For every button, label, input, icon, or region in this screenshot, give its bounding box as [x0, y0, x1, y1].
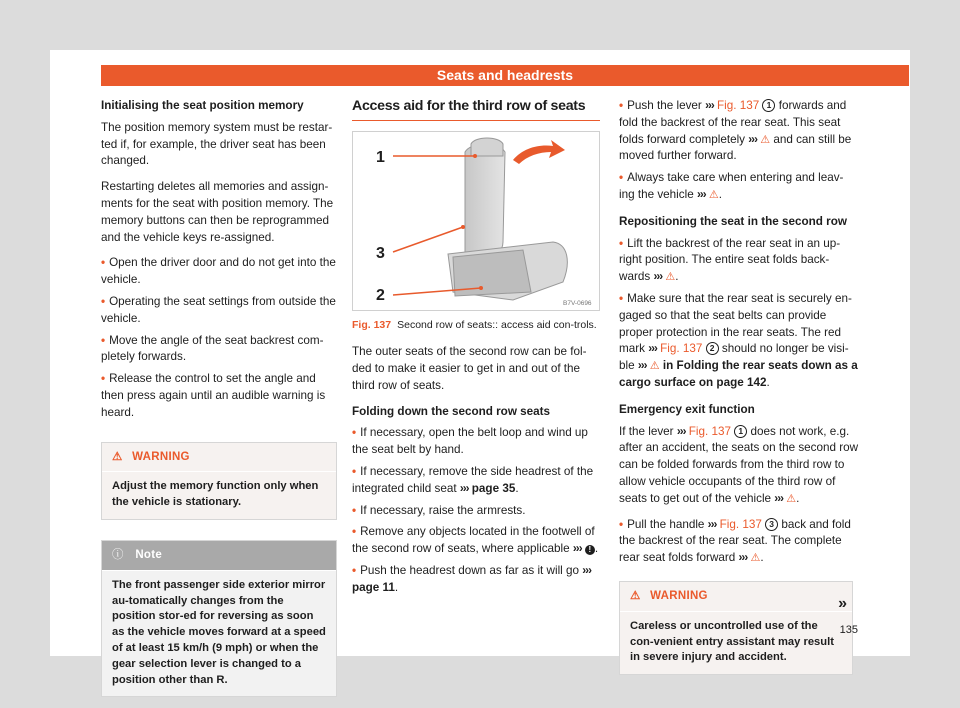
- bullet-icon: •: [101, 333, 106, 347]
- note-text: The front passenger side exterior mirror au-tomatically changes from the position stor-ed for reversing as soon as the vehicle moves forward at a speed of at least 15 km/h (9 mph) or when the gear selection lever is changed to a position other than R.: [112, 578, 326, 686]
- continue-marker: »: [838, 595, 847, 612]
- bullet-item: • Move the angle of the seat backrest com-pletely forwards.: [101, 333, 324, 364]
- column-right: [619, 98, 859, 675]
- figure-link[interactable]: Fig. 137: [660, 342, 703, 356]
- page-header: Seats and headrests: [101, 65, 909, 86]
- page-link[interactable]: page 35: [471, 481, 516, 495]
- page-link[interactable]: page 11: [352, 580, 395, 594]
- bullet-item: • Push the headrest down as far as it will go ››› page 11.: [352, 564, 591, 594]
- figure-link[interactable]: Fig. 137: [717, 99, 760, 112]
- warning-text: Careless or uncontrolled use of the con-venient entry assistant may result in severe injury and accident.: [630, 619, 834, 664]
- bullet-item: • If necessary, raise the armrests.: [352, 503, 526, 517]
- bullet-item: • If necessary, open the belt loop and wind up the seat belt by hand.: [352, 426, 588, 457]
- callout-1: 1: [376, 148, 385, 166]
- figure-caption: Fig. 137 Second row of seats:: access aid con-trols.: [352, 318, 597, 331]
- page-number: 135: [839, 624, 858, 636]
- callout-3: 3: [376, 244, 385, 262]
- warning-icon: ⚠: [786, 492, 797, 505]
- note-header: ⓘ Note: [102, 541, 336, 571]
- warning-header: ⚠ WARNING: [102, 443, 336, 473]
- column-left: [101, 98, 337, 697]
- column-middle: [352, 98, 600, 602]
- warning-box: [619, 581, 853, 675]
- warning-icon: ⚠: [112, 450, 123, 463]
- figure-link[interactable]: Fig. 137: [719, 517, 762, 531]
- bullet-icon: •: [101, 256, 106, 270]
- paragraph: The outer seats of the second row can be fol-ded to make it easier to get in and out of the third row of seats.: [352, 345, 587, 392]
- figure-seat-illustration: [352, 131, 600, 311]
- callout-2: 2: [376, 286, 385, 304]
- bullet-icon: •: [101, 294, 106, 308]
- subheading: Folding down the second row seats: [352, 404, 551, 418]
- section-heading: Initialising the seat position memory: [101, 99, 304, 112]
- bullet-item: • Always take care when entering and leav-ing the vehicle ››› ⚠.: [619, 171, 844, 201]
- bullet-icon: •: [101, 372, 106, 386]
- warning-icon: ⚠: [649, 360, 660, 373]
- bullet-item: • Make sure that the rear seat is securely en-gaged so that the seat belts can provide proper protection in the rear seats. The red mark ››› Fig. 137 2 should no longer be visi-ble ››› ⚠ in Folding the rear seats down as a cargo surface on page 142.: [619, 291, 858, 389]
- subheading: Emergency exit function: [619, 402, 755, 416]
- bullet-item: • Push the lever ››› Fig. 137 1 forwards and fold the backrest of the rear seat. This seat folds forward completely ››› ⚠ and can still be moved further forward.: [619, 99, 852, 163]
- figure-code: B7V-0696: [563, 299, 592, 307]
- bullet-item: • Release the control to set the angle and then press again until an audible warning is heard.: [101, 372, 326, 419]
- paragraph: Restarting deletes all memories and assign-ments for the seat with position memory. The memory buttons can then be reprogrammed and the vehicle keys re-assigned.: [101, 180, 334, 244]
- warning-text: Adjust the memory function only when the vehicle is stationary.: [112, 480, 319, 509]
- bullet-item: • Remove any objects located in the footwell of the second row of seats, where applicable ››› ! .: [352, 525, 599, 556]
- warning-box: [101, 442, 337, 520]
- warning-icon: ⚠: [708, 188, 719, 201]
- bullet-item: • Lift the backrest of the rear seat in an up-right position. The entire seat folds back-wards ››› ⚠.: [619, 236, 841, 284]
- manual-page: [50, 50, 910, 686]
- warning-icon: ⚠: [760, 133, 771, 146]
- bullet-item: • If necessary, remove the side headrest of the integrated child seat ››› page 35.: [352, 465, 594, 495]
- seat-illustration: [353, 132, 599, 310]
- page-link[interactable]: in Folding the rear seats down as a cargo surface on page 142: [619, 359, 858, 389]
- bullet-item: • Open the driver door and do not get into the vehicle.: [101, 256, 336, 287]
- paragraph: If the lever ››› Fig. 137 1 does not work, e.g. after an accident, the seats on the second row can be folded forwards from the third row to allow vehicle occupants of the third row of seats to get out of the vehicle ››› ⚠.: [619, 424, 859, 505]
- info-dot-icon: !: [585, 545, 595, 555]
- section-title: Access aid for the third row of seats: [352, 98, 600, 121]
- note-box: [101, 540, 337, 697]
- bullet-item: • Operating the seat settings from outside the vehicle.: [101, 294, 336, 325]
- warning-icon: ⚠: [665, 271, 676, 284]
- bullet-item: • Pull the handle ››› Fig. 137 3 back and fold the backrest of the rear seat. The complete rear seat folds forward ››› ⚠.: [619, 517, 851, 565]
- warning-icon: ⚠: [750, 552, 761, 565]
- paragraph: The position memory system must be restar-ted if, for example, the driver seat has been changed.: [101, 120, 333, 168]
- figure-link[interactable]: Fig. 137: [688, 424, 731, 438]
- warning-icon: ⚠: [630, 589, 641, 602]
- subheading: Repositioning the seat in the second row: [619, 214, 847, 228]
- warning-header: ⚠ WARNING: [620, 582, 852, 612]
- info-icon: ⓘ: [112, 548, 124, 561]
